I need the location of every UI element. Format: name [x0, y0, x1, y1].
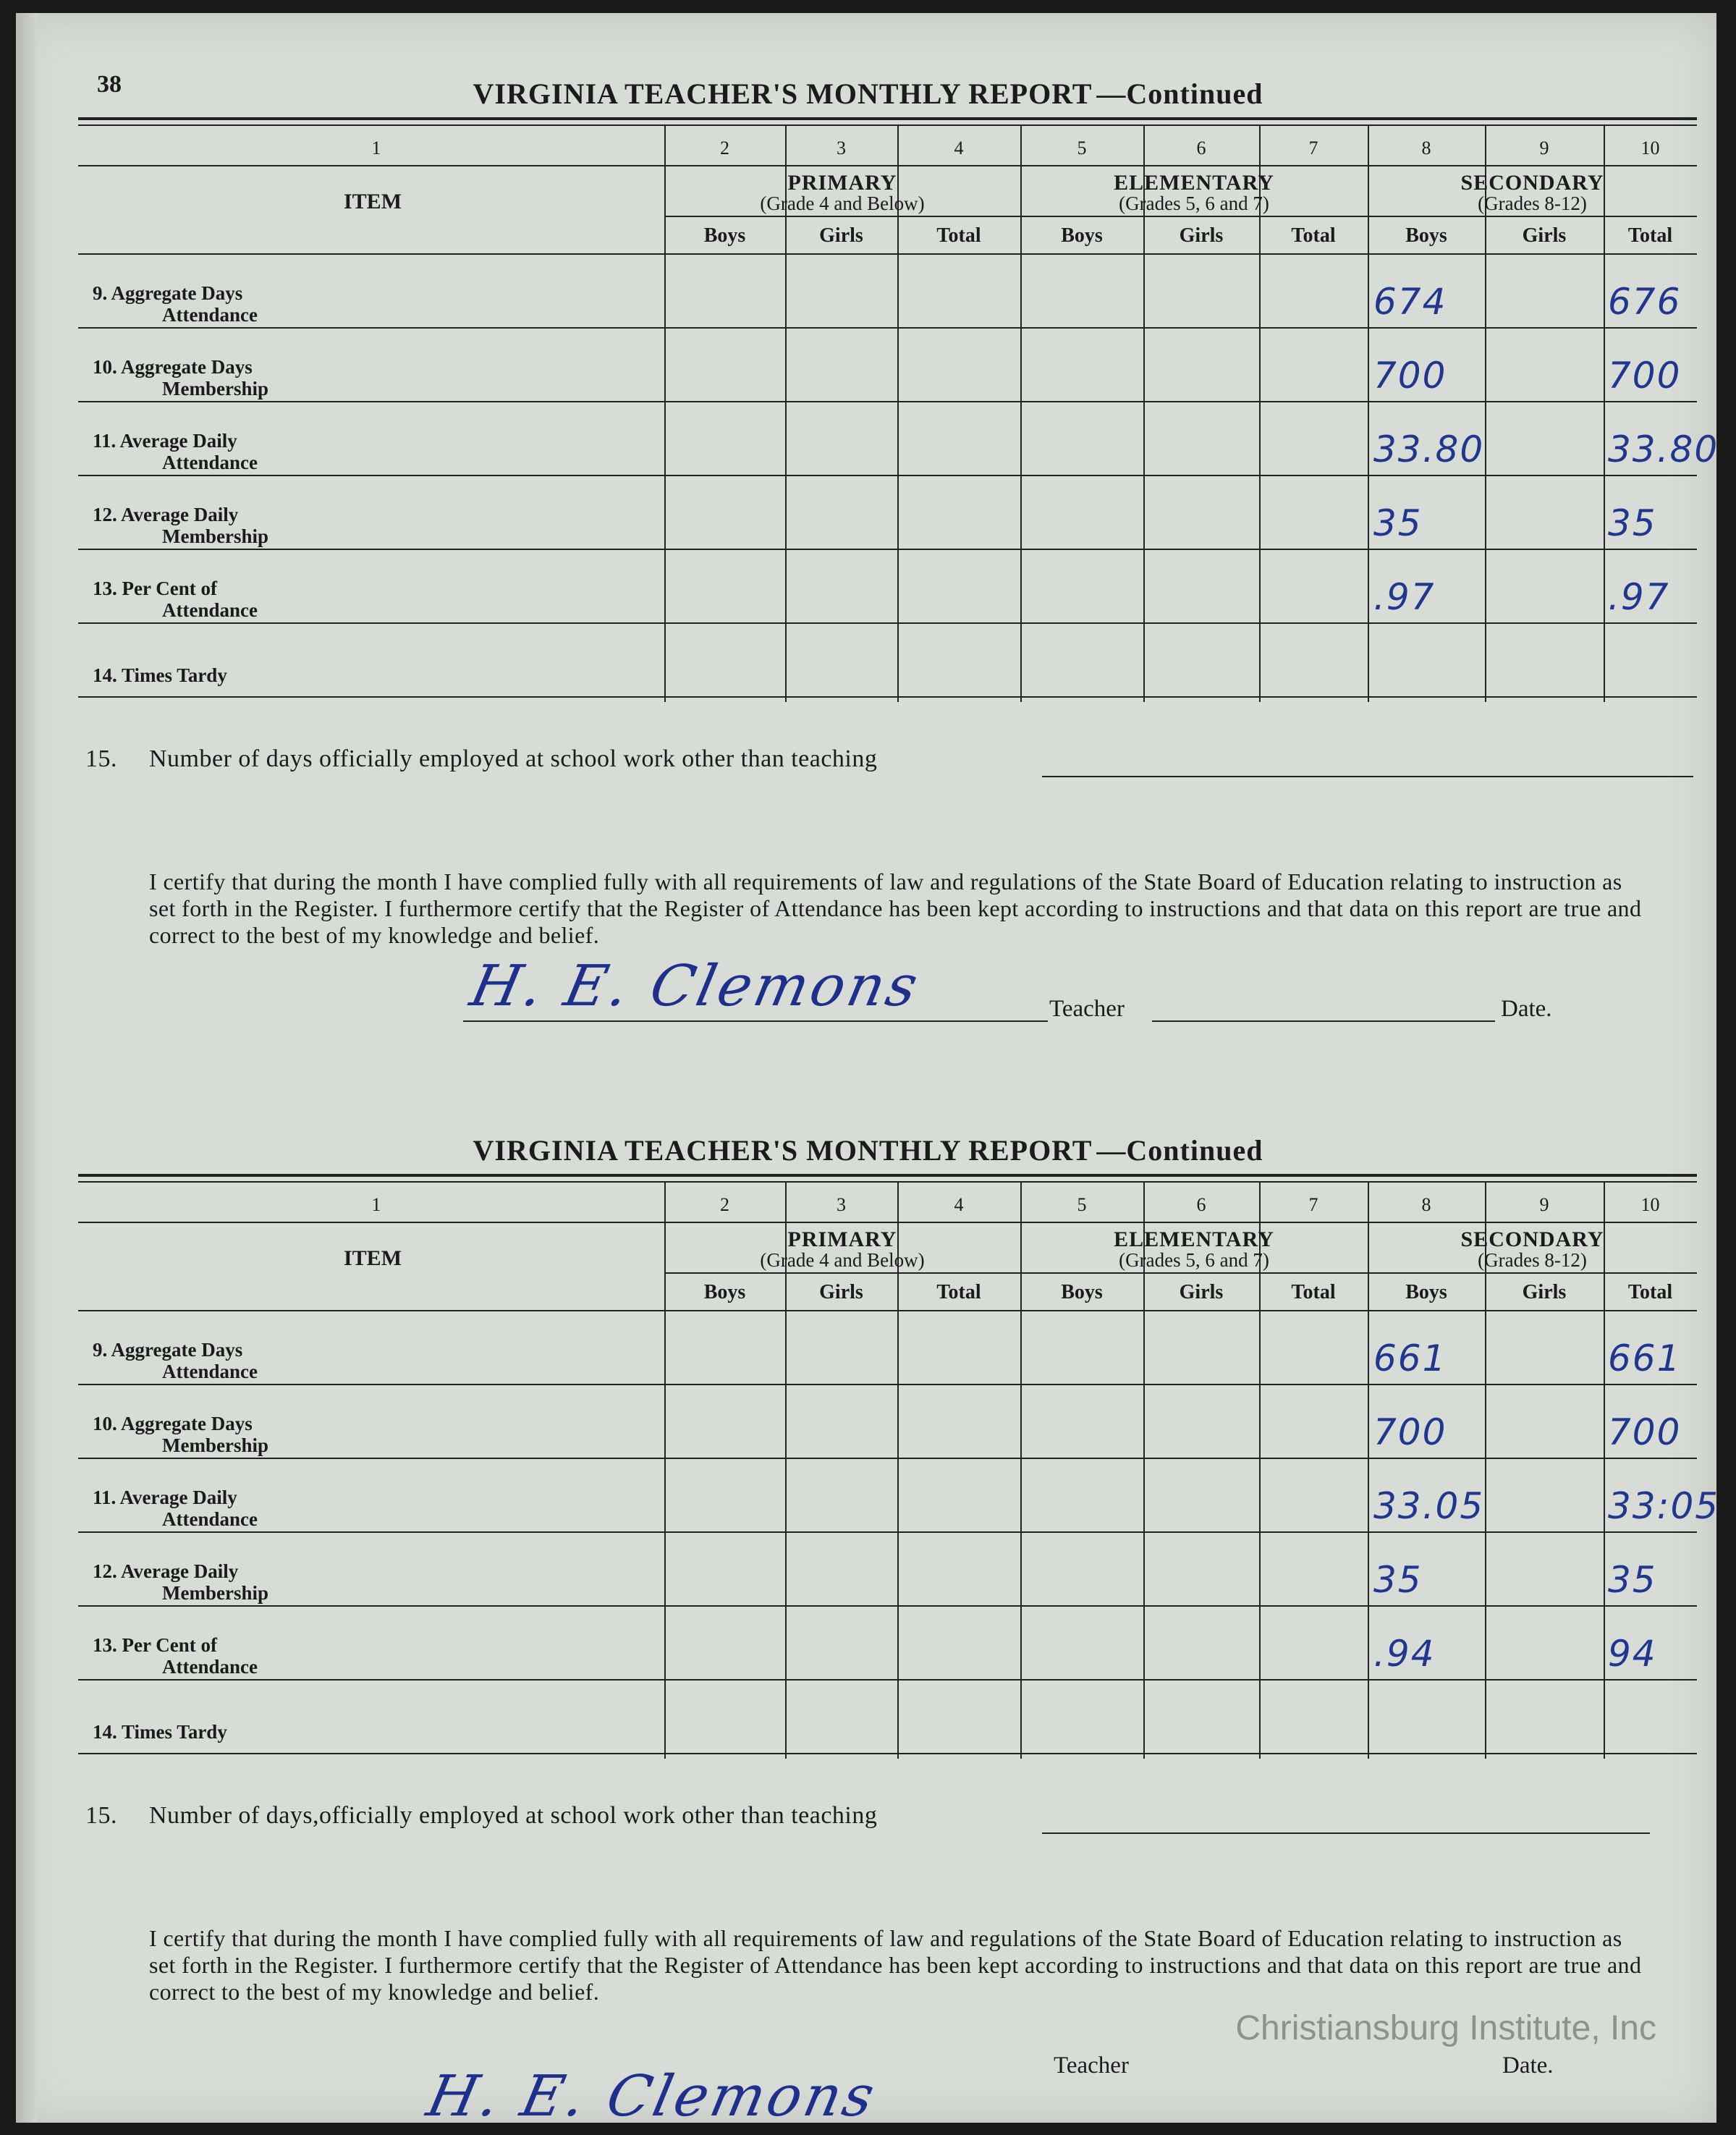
row-label-line1: Average Daily: [121, 504, 239, 525]
report-title: VIRGINIA TEACHER'S MONTHLY REPORT —Continued: [473, 1134, 1263, 1167]
column-number: 1: [371, 138, 381, 158]
row-label: [93, 1634, 258, 1678]
row-rule: [78, 1531, 1697, 1533]
row-number: 10.: [93, 1413, 117, 1434]
row-label-line2: Attendance: [162, 1656, 258, 1678]
grade-group-header: SECONDARY: [1460, 1227, 1604, 1251]
grade-group-subtitle: (Grades 8-12): [1478, 193, 1587, 214]
row-label-line1: Aggregate Days: [111, 1339, 243, 1361]
secondary-total-value[interactable]: 700: [1608, 355, 1682, 397]
gender-column-header: Boys: [1405, 224, 1447, 247]
row-label-line1: Times Tardy: [122, 1721, 227, 1743]
gender-column-header: Total: [936, 224, 981, 247]
gender-column-header: Total: [1291, 1281, 1336, 1303]
secondary-total-value[interactable]: 35: [1608, 502, 1657, 544]
teacher-label: Teacher: [1049, 996, 1125, 1022]
secondary-boys-value[interactable]: 700: [1373, 355, 1447, 397]
gender-column-header: Total: [1291, 224, 1336, 247]
page-number: 38: [97, 71, 122, 98]
secondary-boys-value[interactable]: 700: [1373, 1411, 1447, 1453]
gender-column-header: Total: [1627, 1281, 1673, 1303]
row-label: [93, 1339, 258, 1382]
report-title-suffix: Continued: [1126, 77, 1263, 110]
secondary-boys-value[interactable]: 661: [1373, 1337, 1447, 1379]
column-number-rule: [78, 1222, 1697, 1223]
column-number: 7: [1308, 138, 1318, 158]
row-number: 13.: [93, 1634, 117, 1656]
column-number-rule: [78, 165, 1697, 166]
page-binding-edge: [16, 13, 38, 2123]
row-label-line2: Membership: [162, 378, 268, 399]
row-label: [93, 430, 258, 473]
grade-group-header: PRIMARY: [787, 1227, 897, 1251]
row-number: 11.: [93, 430, 117, 452]
column-number: 8: [1421, 138, 1431, 158]
grade-group-subtitle: (Grade 4 and Below): [760, 193, 925, 214]
secondary-boys-value[interactable]: .97: [1373, 576, 1436, 618]
row-label: [93, 282, 258, 326]
column-number: 3: [837, 1194, 846, 1215]
gender-column-header: Girls: [1179, 224, 1224, 247]
grade-group-subtitle: (Grades 8-12): [1478, 1249, 1587, 1271]
row-rule: [78, 1458, 1697, 1459]
column-number: 7: [1308, 1194, 1318, 1215]
header-bottom-rule: [78, 253, 1697, 255]
item-15-number: 15.: [85, 745, 117, 772]
column-number: 6: [1196, 1194, 1206, 1215]
row-label-line2: Attendance: [162, 452, 258, 473]
table-top-rule: [78, 117, 1697, 120]
row-number: 11.: [93, 1487, 117, 1508]
row-label-line1: Times Tardy: [122, 664, 227, 686]
column-number: 4: [954, 138, 964, 158]
item-15-fill-line: [1042, 1832, 1650, 1834]
row-label: [93, 664, 227, 686]
report-title: VIRGINIA TEACHER'S MONTHLY REPORT —Continued: [473, 77, 1263, 110]
row-number: 14.: [93, 664, 117, 686]
gender-column-header: Girls: [1522, 224, 1567, 247]
row-label-line2: Attendance: [162, 1508, 258, 1530]
column-number: 4: [954, 1194, 964, 1215]
row-label: [93, 504, 268, 547]
gender-column-header: Boys: [1061, 1281, 1103, 1303]
column-number: 8: [1421, 1194, 1431, 1215]
column-number: 9: [1539, 1194, 1549, 1215]
column-number: 10: [1640, 1194, 1660, 1215]
secondary-boys-value[interactable]: 33.05: [1373, 1485, 1485, 1527]
row-number: 12.: [93, 504, 117, 525]
teacher-label: Teacher: [1054, 2052, 1129, 2079]
secondary-total-value[interactable]: 661: [1608, 1337, 1682, 1379]
secondary-boys-value[interactable]: 33.80: [1373, 428, 1485, 470]
row-number: 14.: [93, 1721, 117, 1743]
item-column-header: ITEM: [344, 190, 402, 214]
column-number: 5: [1077, 138, 1087, 158]
grade-group-header: SECONDARY: [1460, 171, 1604, 195]
secondary-boys-value[interactable]: .94: [1373, 1633, 1436, 1675]
teacher-signature-line: [463, 1020, 1048, 1022]
row-rule: [78, 622, 1697, 624]
secondary-boys-value[interactable]: 35: [1373, 502, 1423, 544]
row-label: [93, 356, 268, 399]
column-number: 5: [1077, 1194, 1087, 1215]
row-number: 12.: [93, 1560, 117, 1582]
row-label-line2: Membership: [162, 1582, 268, 1604]
row-label-line1: Per Cent of: [122, 1634, 217, 1656]
watermark: Christiansburg Institute, Inc: [1235, 2009, 1656, 2047]
row-rule: [78, 327, 1697, 329]
row-label: [93, 578, 258, 621]
grade-group-header: PRIMARY: [787, 171, 897, 195]
date-label: Date.: [1501, 996, 1552, 1022]
grade-group-header: ELEMENTARY: [1114, 1227, 1274, 1251]
gender-column-header: Boys: [1405, 1281, 1447, 1303]
gender-column-header: Girls: [819, 1281, 863, 1303]
certification-statement: I certify that during the month I have complied fully with all requirements of law and regulations of the State Board of Education relating to instruction as set forth in the Register. I furthermore certify that the Register of Attendance has been kept according to instructions and that data on this report are true and correct to the best of my knowledge and belief.: [149, 1925, 1642, 2005]
row-label-line2: Membership: [162, 525, 268, 547]
report-title-suffix: Continued: [1126, 1134, 1263, 1167]
row-label-line2: Attendance: [162, 599, 258, 621]
column-number: 10: [1640, 138, 1660, 158]
secondary-total-value[interactable]: 33.80: [1608, 428, 1719, 470]
secondary-total-value[interactable]: 33:05: [1608, 1485, 1720, 1527]
secondary-total-value[interactable]: .97: [1608, 576, 1670, 618]
column-number: 1: [371, 1194, 381, 1215]
row-rule: [78, 1384, 1697, 1385]
table-top-rule: [78, 124, 1697, 126]
subheader-rule: [664, 216, 1697, 217]
row-label-line1: Aggregate Days: [121, 356, 253, 378]
item-15-number: 15.: [85, 1802, 117, 1829]
row-number: 10.: [93, 356, 117, 378]
item-15-text: Number of days officially employed at school work other than teaching: [149, 745, 878, 772]
item-15-text: Number of days,officially employed at school work other than teaching: [149, 1802, 878, 1829]
gender-column-header: Total: [936, 1281, 981, 1303]
grade-group-subtitle: (Grades 5, 6 and 7): [1119, 1249, 1269, 1271]
row-rule: [78, 475, 1697, 476]
row-label: [93, 1721, 227, 1743]
gender-column-header: Girls: [1179, 1281, 1224, 1303]
row-rule: [78, 1679, 1697, 1680]
column-number: 6: [1196, 138, 1206, 158]
gender-column-header: Total: [1627, 224, 1673, 247]
report-title-main: VIRGINIA TEACHER'S MONTHLY REPORT: [473, 77, 1093, 110]
secondary-total-value[interactable]: 94: [1608, 1633, 1657, 1675]
secondary-boys-value[interactable]: 674: [1373, 281, 1447, 323]
teacher-signature: H. E. Clemons: [421, 2064, 883, 2129]
row-label-line1: Average Daily: [119, 430, 237, 452]
secondary-total-value[interactable]: 676: [1608, 281, 1682, 323]
teacher-signature: H. E. Clemons: [465, 954, 926, 1019]
table-top-rule: [78, 1181, 1697, 1183]
header-bottom-rule: [78, 1310, 1697, 1311]
gender-column-header: Boys: [703, 224, 746, 247]
row-rule: [78, 1605, 1697, 1607]
row-rule: [78, 401, 1697, 402]
gender-column-header: Girls: [1522, 1281, 1567, 1303]
row-label: [93, 1487, 258, 1530]
certification-statement: I certify that during the month I have complied fully with all requirements of law and regulations of the State Board of Education relating to instruction as set forth in the Register. I furthermore certify that the Register of Attendance has been kept according to instructions and that data on this report are true and correct to the best of my knowledge and belief.: [149, 868, 1642, 948]
grade-group-header: ELEMENTARY: [1114, 171, 1274, 195]
row-label-line1: Average Daily: [121, 1560, 239, 1582]
row-label-line1: Aggregate Days: [121, 1413, 253, 1434]
table-top-rule: [78, 1174, 1697, 1177]
secondary-total-value[interactable]: 35: [1608, 1559, 1657, 1601]
row-number: 9.: [93, 282, 108, 304]
row-number: 13.: [93, 578, 117, 599]
secondary-total-value[interactable]: 700: [1608, 1411, 1682, 1453]
item-column-header: ITEM: [344, 1246, 402, 1270]
row-label: [93, 1560, 268, 1604]
column-number: 9: [1539, 138, 1549, 158]
row-label-line1: Average Daily: [119, 1487, 237, 1508]
subheader-rule: [664, 1272, 1697, 1274]
row-label: [93, 1413, 268, 1456]
gender-column-header: Boys: [703, 1281, 746, 1303]
gender-column-header: Boys: [1061, 224, 1103, 247]
grade-group-subtitle: (Grade 4 and Below): [760, 1249, 925, 1271]
row-label-line2: Attendance: [162, 304, 258, 326]
row-rule: [78, 549, 1697, 550]
row-label-line1: Per Cent of: [122, 578, 217, 599]
item-15-fill-line: [1042, 776, 1693, 777]
date-line: [1152, 1020, 1495, 1022]
row-rule: [78, 1753, 1697, 1754]
report-title-main: VIRGINIA TEACHER'S MONTHLY REPORT: [473, 1134, 1093, 1167]
row-label-line1: Aggregate Days: [111, 282, 243, 304]
secondary-boys-value[interactable]: 35: [1373, 1559, 1423, 1601]
column-number: 2: [720, 138, 729, 158]
column-number: 3: [837, 138, 846, 158]
row-rule: [78, 696, 1697, 698]
row-label-line2: Membership: [162, 1434, 268, 1456]
date-label: Date.: [1502, 2052, 1554, 2079]
column-number: 2: [720, 1194, 729, 1215]
grade-group-subtitle: (Grades 5, 6 and 7): [1119, 193, 1269, 214]
row-label-line2: Attendance: [162, 1361, 258, 1382]
row-number: 9.: [93, 1339, 108, 1361]
gender-column-header: Girls: [819, 224, 863, 247]
